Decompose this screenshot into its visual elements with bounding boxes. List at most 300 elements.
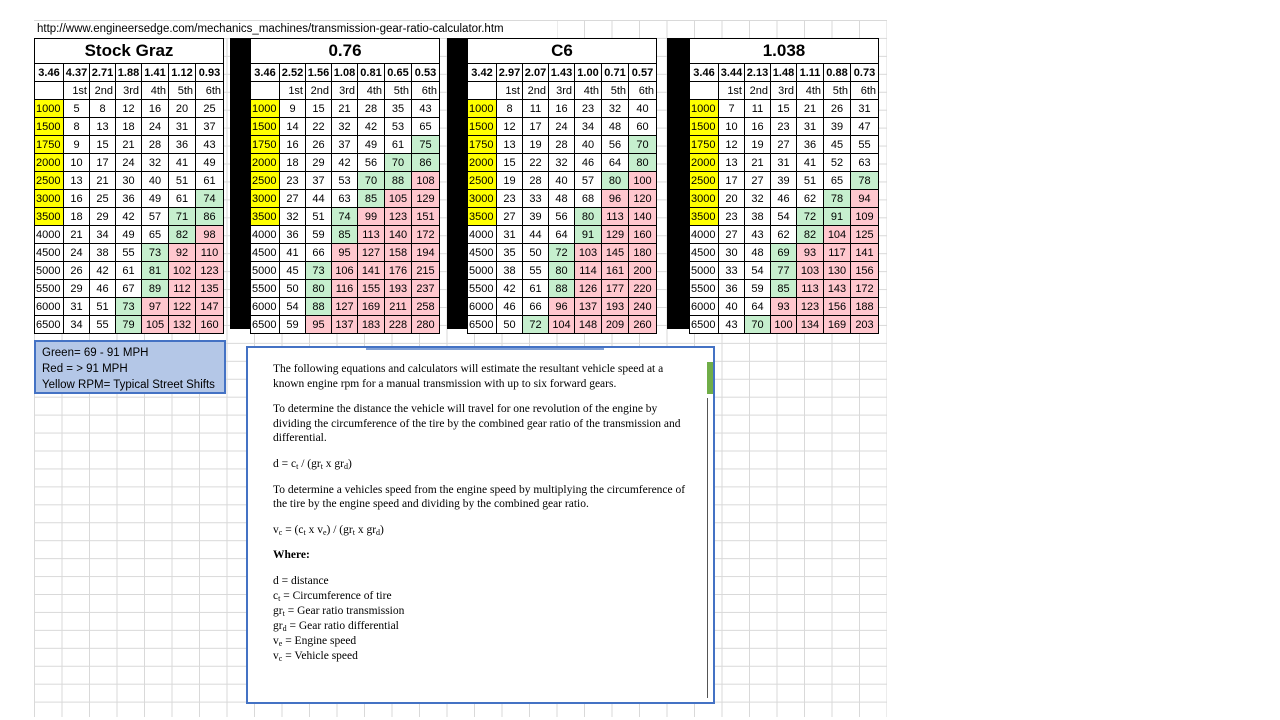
speed-cell[interactable]: 137: [575, 298, 602, 316]
speed-cell[interactable]: 22: [306, 118, 332, 136]
speed-cell[interactable]: 29: [306, 154, 332, 172]
speed-cell[interactable]: 91: [824, 208, 851, 226]
speed-cell[interactable]: 42: [497, 280, 523, 298]
speed-cell[interactable]: 13: [719, 154, 745, 172]
speed-cell[interactable]: 180: [629, 244, 657, 262]
speed-cell[interactable]: 26: [64, 262, 90, 280]
speed-cell[interactable]: 141: [851, 244, 879, 262]
speed-cell[interactable]: 31: [169, 118, 196, 136]
speed-cell[interactable]: 36: [280, 226, 306, 244]
speed-cell[interactable]: 148: [575, 316, 602, 334]
empty-header-cell[interactable]: [468, 82, 497, 100]
speed-cell[interactable]: 86: [412, 154, 440, 172]
gear-header-cell[interactable]: 3rd: [332, 82, 358, 100]
rpm-cell[interactable]: 4000: [35, 226, 64, 244]
gear-ratio-cell[interactable]: 2.52: [280, 64, 306, 82]
speed-cell[interactable]: 50: [497, 316, 523, 334]
speed-cell[interactable]: 77: [771, 262, 797, 280]
gear-header-cell[interactable]: 2nd: [745, 82, 771, 100]
speed-cell[interactable]: 63: [851, 154, 879, 172]
speed-cell[interactable]: 200: [629, 262, 657, 280]
speed-cell[interactable]: 280: [412, 316, 440, 334]
speed-cell[interactable]: 59: [306, 226, 332, 244]
gear-header-cell[interactable]: 4th: [358, 82, 385, 100]
speed-cell[interactable]: 10: [719, 118, 745, 136]
rpm-cell[interactable]: 2500: [468, 172, 497, 190]
diff-ratio-cell[interactable]: 3.42: [468, 64, 497, 82]
speed-cell[interactable]: 46: [90, 280, 116, 298]
speed-cell[interactable]: 31: [851, 100, 879, 118]
speed-cell[interactable]: 55: [851, 136, 879, 154]
speed-cell[interactable]: 51: [797, 172, 824, 190]
color-legend-box[interactable]: [34, 340, 226, 394]
speed-cell[interactable]: 12: [497, 118, 523, 136]
gear-ratio-cell[interactable]: 3.44: [719, 64, 745, 82]
speed-cell[interactable]: 88: [385, 172, 412, 190]
speed-cell[interactable]: 151: [412, 208, 440, 226]
speed-cell[interactable]: 123: [196, 262, 224, 280]
speed-cell[interactable]: 45: [280, 262, 306, 280]
rpm-cell[interactable]: 5000: [468, 262, 497, 280]
speed-cell[interactable]: 100: [629, 172, 657, 190]
speed-cell[interactable]: 60: [629, 118, 657, 136]
table-title[interactable]: C6: [468, 39, 657, 64]
speed-cell[interactable]: 80: [306, 280, 332, 298]
rpm-cell[interactable]: 1500: [35, 118, 64, 136]
rpm-cell[interactable]: 3500: [468, 208, 497, 226]
speed-cell[interactable]: 54: [771, 208, 797, 226]
gear-header-cell[interactable]: 1st: [64, 82, 90, 100]
speed-cell[interactable]: 5: [64, 100, 90, 118]
gear-ratio-cell[interactable]: 2.97: [497, 64, 523, 82]
speed-cell[interactable]: 123: [385, 208, 412, 226]
speed-cell[interactable]: 61: [385, 136, 412, 154]
rpm-cell[interactable]: 4000: [690, 226, 719, 244]
speed-cell[interactable]: 155: [358, 280, 385, 298]
gear-header-cell[interactable]: 6th: [851, 82, 879, 100]
speed-cell[interactable]: 93: [771, 298, 797, 316]
rpm-cell[interactable]: 6500: [251, 316, 280, 334]
speed-cell[interactable]: 108: [412, 172, 440, 190]
speed-cell[interactable]: 113: [358, 226, 385, 244]
speed-cell[interactable]: 16: [64, 190, 90, 208]
speed-cell[interactable]: 24: [549, 118, 575, 136]
gear-ratio-cell[interactable]: 1.88: [116, 64, 142, 82]
speed-cell[interactable]: 53: [332, 172, 358, 190]
gear-table-2[interactable]: [250, 38, 440, 334]
speed-cell[interactable]: 27: [771, 136, 797, 154]
table-title[interactable]: Stock Graz: [35, 39, 224, 64]
speed-cell[interactable]: 45: [824, 136, 851, 154]
speed-cell[interactable]: 177: [602, 280, 629, 298]
gear-ratio-cell[interactable]: 0.73: [851, 64, 879, 82]
speed-cell[interactable]: 34: [575, 118, 602, 136]
speed-cell[interactable]: 34: [90, 226, 116, 244]
speed-cell[interactable]: 21: [90, 172, 116, 190]
speed-cell[interactable]: 28: [523, 172, 549, 190]
speed-cell[interactable]: 112: [169, 280, 196, 298]
speed-cell[interactable]: 55: [523, 262, 549, 280]
speed-cell[interactable]: 40: [629, 100, 657, 118]
speed-cell[interactable]: 72: [549, 244, 575, 262]
speed-cell[interactable]: 12: [116, 100, 142, 118]
speed-cell[interactable]: 237: [412, 280, 440, 298]
diff-ratio-cell[interactable]: 3.46: [251, 64, 280, 82]
speed-cell[interactable]: 32: [602, 100, 629, 118]
speed-cell[interactable]: 31: [497, 226, 523, 244]
gear-header-cell[interactable]: 2nd: [523, 82, 549, 100]
speed-cell[interactable]: 8: [497, 100, 523, 118]
speed-cell[interactable]: 26: [306, 136, 332, 154]
speed-cell[interactable]: 103: [575, 244, 602, 262]
speed-cell[interactable]: 28: [142, 136, 169, 154]
rpm-cell[interactable]: 1000: [251, 100, 280, 118]
rpm-cell[interactable]: 2000: [690, 154, 719, 172]
speed-cell[interactable]: 20: [719, 190, 745, 208]
rpm-cell[interactable]: 1500: [690, 118, 719, 136]
speed-cell[interactable]: 18: [64, 208, 90, 226]
speed-cell[interactable]: 18: [116, 118, 142, 136]
speed-cell[interactable]: 88: [306, 298, 332, 316]
speed-cell[interactable]: 43: [196, 136, 224, 154]
speed-cell[interactable]: 66: [306, 244, 332, 262]
rpm-cell[interactable]: 5000: [251, 262, 280, 280]
speed-cell[interactable]: 37: [196, 118, 224, 136]
speed-cell[interactable]: 64: [602, 154, 629, 172]
speed-cell[interactable]: 39: [824, 118, 851, 136]
speed-cell[interactable]: 17: [523, 118, 549, 136]
speed-cell[interactable]: 44: [523, 226, 549, 244]
speed-cell[interactable]: 56: [602, 136, 629, 154]
speed-cell[interactable]: 65: [142, 226, 169, 244]
speed-cell[interactable]: 16: [745, 118, 771, 136]
table-title[interactable]: 0.76: [251, 39, 440, 64]
speed-cell[interactable]: 50: [280, 280, 306, 298]
rpm-cell[interactable]: 6000: [690, 298, 719, 316]
rpm-cell[interactable]: 5500: [251, 280, 280, 298]
rpm-cell[interactable]: 6000: [35, 298, 64, 316]
speed-cell[interactable]: 183: [358, 316, 385, 334]
speed-cell[interactable]: 106: [332, 262, 358, 280]
speed-cell[interactable]: 35: [497, 244, 523, 262]
gear-ratio-cell[interactable]: 1.12: [169, 64, 196, 82]
speed-cell[interactable]: 156: [851, 262, 879, 280]
speed-cell[interactable]: 43: [412, 100, 440, 118]
speed-cell[interactable]: 65: [412, 118, 440, 136]
speed-cell[interactable]: 140: [629, 208, 657, 226]
speed-cell[interactable]: 73: [306, 262, 332, 280]
speed-cell[interactable]: 102: [169, 262, 196, 280]
speed-cell[interactable]: 38: [745, 208, 771, 226]
gear-header-cell[interactable]: 6th: [412, 82, 440, 100]
speed-cell[interactable]: 49: [142, 190, 169, 208]
speed-cell[interactable]: 24: [64, 244, 90, 262]
speed-cell[interactable]: 169: [824, 316, 851, 334]
speed-cell[interactable]: 88: [549, 280, 575, 298]
speed-cell[interactable]: 94: [851, 190, 879, 208]
speed-cell[interactable]: 209: [602, 316, 629, 334]
speed-cell[interactable]: 92: [169, 244, 196, 262]
gear-ratio-cell[interactable]: 0.65: [385, 64, 412, 82]
speed-cell[interactable]: 13: [90, 118, 116, 136]
speed-cell[interactable]: 72: [523, 316, 549, 334]
speed-cell[interactable]: 96: [602, 190, 629, 208]
speed-cell[interactable]: 66: [523, 298, 549, 316]
speed-cell[interactable]: 23: [280, 172, 306, 190]
speed-cell[interactable]: 51: [169, 172, 196, 190]
speed-cell[interactable]: 193: [385, 280, 412, 298]
speed-cell[interactable]: 59: [280, 316, 306, 334]
speed-cell[interactable]: 18: [280, 154, 306, 172]
gear-ratio-cell[interactable]: 1.41: [142, 64, 169, 82]
speed-cell[interactable]: 74: [196, 190, 224, 208]
speed-cell[interactable]: 70: [629, 136, 657, 154]
speed-cell[interactable]: 134: [797, 316, 824, 334]
speed-cell[interactable]: 23: [719, 208, 745, 226]
speed-cell[interactable]: 72: [797, 208, 824, 226]
speed-cell[interactable]: 21: [332, 100, 358, 118]
speed-cell[interactable]: 61: [196, 172, 224, 190]
speed-cell[interactable]: 71: [169, 208, 196, 226]
speed-cell[interactable]: 70: [745, 316, 771, 334]
gear-ratio-cell[interactable]: 2.13: [745, 64, 771, 82]
speed-cell[interactable]: 27: [745, 172, 771, 190]
speed-cell[interactable]: 169: [358, 298, 385, 316]
rpm-cell[interactable]: 1750: [468, 136, 497, 154]
table-title[interactable]: 1.038: [690, 39, 879, 64]
speed-cell[interactable]: 61: [523, 280, 549, 298]
speed-cell[interactable]: 14: [280, 118, 306, 136]
speed-cell[interactable]: 21: [797, 100, 824, 118]
speed-cell[interactable]: 38: [90, 244, 116, 262]
speed-cell[interactable]: 23: [771, 118, 797, 136]
speed-cell[interactable]: 74: [332, 208, 358, 226]
speed-cell[interactable]: 93: [797, 244, 824, 262]
speed-cell[interactable]: 55: [90, 316, 116, 334]
speed-cell[interactable]: 9: [64, 136, 90, 154]
speed-cell[interactable]: 13: [64, 172, 90, 190]
speed-cell[interactable]: 7: [719, 100, 745, 118]
gear-header-cell[interactable]: 2nd: [306, 82, 332, 100]
gear-ratio-cell[interactable]: 4.37: [64, 64, 90, 82]
speed-cell[interactable]: 28: [358, 100, 385, 118]
speed-cell[interactable]: 35: [385, 100, 412, 118]
rpm-cell[interactable]: 2500: [690, 172, 719, 190]
speed-cell[interactable]: 51: [90, 298, 116, 316]
speed-cell[interactable]: 203: [851, 316, 879, 334]
speed-cell[interactable]: 135: [196, 280, 224, 298]
speed-cell[interactable]: 96: [549, 298, 575, 316]
speed-cell[interactable]: 127: [358, 244, 385, 262]
rpm-cell[interactable]: 6500: [690, 316, 719, 334]
speed-cell[interactable]: 15: [497, 154, 523, 172]
speed-cell[interactable]: 56: [549, 208, 575, 226]
gear-header-cell[interactable]: 1st: [497, 82, 523, 100]
speed-cell[interactable]: 116: [332, 280, 358, 298]
gear-ratio-cell[interactable]: 0.93: [196, 64, 224, 82]
gear-ratio-cell[interactable]: 2.71: [90, 64, 116, 82]
speed-cell[interactable]: 117: [824, 244, 851, 262]
speed-cell[interactable]: 220: [629, 280, 657, 298]
speed-cell[interactable]: 64: [745, 298, 771, 316]
speed-cell[interactable]: 54: [280, 298, 306, 316]
speed-cell[interactable]: 38: [497, 262, 523, 280]
speed-cell[interactable]: 19: [523, 136, 549, 154]
speed-cell[interactable]: 17: [719, 172, 745, 190]
rpm-cell[interactable]: 3500: [690, 208, 719, 226]
rpm-cell[interactable]: 1750: [251, 136, 280, 154]
speed-cell[interactable]: 32: [549, 154, 575, 172]
speed-cell[interactable]: 82: [797, 226, 824, 244]
speed-cell[interactable]: 78: [824, 190, 851, 208]
speed-cell[interactable]: 24: [116, 154, 142, 172]
speed-cell[interactable]: 194: [412, 244, 440, 262]
gear-header-cell[interactable]: 5th: [602, 82, 629, 100]
speed-cell[interactable]: 48: [602, 118, 629, 136]
speed-cell[interactable]: 158: [385, 244, 412, 262]
speed-cell[interactable]: 29: [64, 280, 90, 298]
speed-cell[interactable]: 81: [142, 262, 169, 280]
speed-cell[interactable]: 95: [332, 244, 358, 262]
rpm-cell[interactable]: 2500: [35, 172, 64, 190]
speed-cell[interactable]: 63: [332, 190, 358, 208]
speed-cell[interactable]: 30: [719, 244, 745, 262]
speed-cell[interactable]: 132: [169, 316, 196, 334]
rpm-cell[interactable]: 2500: [251, 172, 280, 190]
speed-cell[interactable]: 32: [142, 154, 169, 172]
speed-cell[interactable]: 8: [90, 100, 116, 118]
gear-header-cell[interactable]: 5th: [824, 82, 851, 100]
gear-ratio-cell[interactable]: 0.81: [358, 64, 385, 82]
speed-cell[interactable]: 258: [412, 298, 440, 316]
speed-cell[interactable]: 9: [280, 100, 306, 118]
gear-ratio-cell[interactable]: 2.07: [523, 64, 549, 82]
speed-cell[interactable]: 40: [719, 298, 745, 316]
speed-cell[interactable]: 37: [332, 136, 358, 154]
speed-cell[interactable]: 42: [358, 118, 385, 136]
gear-ratio-cell[interactable]: 1.00: [575, 64, 602, 82]
speed-cell[interactable]: 47: [851, 118, 879, 136]
speed-cell[interactable]: 114: [575, 262, 602, 280]
speed-cell[interactable]: 215: [412, 262, 440, 280]
speed-cell[interactable]: 113: [797, 280, 824, 298]
rpm-cell[interactable]: 3000: [251, 190, 280, 208]
rpm-cell[interactable]: 4000: [251, 226, 280, 244]
speed-cell[interactable]: 19: [745, 136, 771, 154]
speed-cell[interactable]: 104: [824, 226, 851, 244]
speed-cell[interactable]: 25: [90, 190, 116, 208]
speed-cell[interactable]: 50: [523, 244, 549, 262]
speed-cell[interactable]: 28: [549, 136, 575, 154]
speed-cell[interactable]: 69: [771, 244, 797, 262]
speed-cell[interactable]: 17: [90, 154, 116, 172]
speed-cell[interactable]: 145: [602, 244, 629, 262]
gear-header-cell[interactable]: 2nd: [90, 82, 116, 100]
speed-cell[interactable]: 21: [745, 154, 771, 172]
speed-cell[interactable]: 110: [196, 244, 224, 262]
gear-header-cell[interactable]: 6th: [629, 82, 657, 100]
gear-header-cell[interactable]: 6th: [196, 82, 224, 100]
speed-cell[interactable]: 34: [64, 316, 90, 334]
speed-cell[interactable]: 27: [497, 208, 523, 226]
gear-table-1[interactable]: [34, 38, 224, 334]
speed-cell[interactable]: 80: [629, 154, 657, 172]
rpm-cell[interactable]: 1500: [468, 118, 497, 136]
gear-ratio-cell[interactable]: 0.71: [602, 64, 629, 82]
gear-ratio-cell[interactable]: 1.56: [306, 64, 332, 82]
speed-cell[interactable]: 129: [412, 190, 440, 208]
speed-cell[interactable]: 79: [116, 316, 142, 334]
speed-cell[interactable]: 100: [771, 316, 797, 334]
speed-cell[interactable]: 89: [142, 280, 169, 298]
gear-ratio-cell[interactable]: 0.53: [412, 64, 440, 82]
speed-cell[interactable]: 80: [575, 208, 602, 226]
speed-cell[interactable]: 36: [116, 190, 142, 208]
speed-cell[interactable]: 27: [280, 190, 306, 208]
speed-cell[interactable]: 240: [629, 298, 657, 316]
source-url-cell[interactable]: http://www.engineersedge.com/mechanics_machines/transmission-gear-ratio-calculator.htm: [34, 21, 557, 38]
rpm-cell[interactable]: 4500: [251, 244, 280, 262]
speed-cell[interactable]: 54: [745, 262, 771, 280]
speed-cell[interactable]: 67: [116, 280, 142, 298]
speed-cell[interactable]: 68: [575, 190, 602, 208]
speed-cell[interactable]: 141: [358, 262, 385, 280]
speed-cell[interactable]: 160: [196, 316, 224, 334]
gear-table-3[interactable]: [467, 38, 657, 334]
rpm-cell[interactable]: 5000: [35, 262, 64, 280]
speed-cell[interactable]: 260: [629, 316, 657, 334]
speed-cell[interactable]: 46: [575, 154, 602, 172]
speed-cell[interactable]: 193: [602, 298, 629, 316]
speed-cell[interactable]: 97: [142, 298, 169, 316]
speed-cell[interactable]: 172: [412, 226, 440, 244]
equations-text-box[interactable]: [246, 346, 715, 704]
gear-header-cell[interactable]: 1st: [719, 82, 745, 100]
speed-cell[interactable]: 42: [116, 208, 142, 226]
speed-cell[interactable]: 95: [306, 316, 332, 334]
speed-cell[interactable]: 10: [64, 154, 90, 172]
rpm-cell[interactable]: 1000: [468, 100, 497, 118]
rpm-cell[interactable]: 5500: [35, 280, 64, 298]
speed-cell[interactable]: 22: [523, 154, 549, 172]
rpm-cell[interactable]: 4500: [690, 244, 719, 262]
rpm-cell[interactable]: 3500: [251, 208, 280, 226]
speed-cell[interactable]: 61: [169, 190, 196, 208]
gear-ratio-cell[interactable]: 1.48: [771, 64, 797, 82]
empty-header-cell[interactable]: [251, 82, 280, 100]
rpm-cell[interactable]: 4500: [468, 244, 497, 262]
speed-cell[interactable]: 105: [142, 316, 169, 334]
speed-cell[interactable]: 188: [851, 298, 879, 316]
speed-cell[interactable]: 32: [332, 118, 358, 136]
speed-cell[interactable]: 228: [385, 316, 412, 334]
speed-cell[interactable]: 31: [771, 154, 797, 172]
diff-ratio-cell[interactable]: 3.46: [690, 64, 719, 82]
rpm-cell[interactable]: 6500: [468, 316, 497, 334]
speed-cell[interactable]: 32: [280, 208, 306, 226]
speed-cell[interactable]: 160: [629, 226, 657, 244]
rpm-cell[interactable]: 4000: [468, 226, 497, 244]
speed-cell[interactable]: 80: [549, 262, 575, 280]
speed-cell[interactable]: 40: [549, 172, 575, 190]
rpm-cell[interactable]: 3500: [35, 208, 64, 226]
speed-cell[interactable]: 31: [64, 298, 90, 316]
speed-cell[interactable]: 41: [280, 244, 306, 262]
speed-cell[interactable]: 39: [523, 208, 549, 226]
speed-cell[interactable]: 73: [116, 298, 142, 316]
speed-cell[interactable]: 24: [142, 118, 169, 136]
speed-cell[interactable]: 20: [169, 100, 196, 118]
